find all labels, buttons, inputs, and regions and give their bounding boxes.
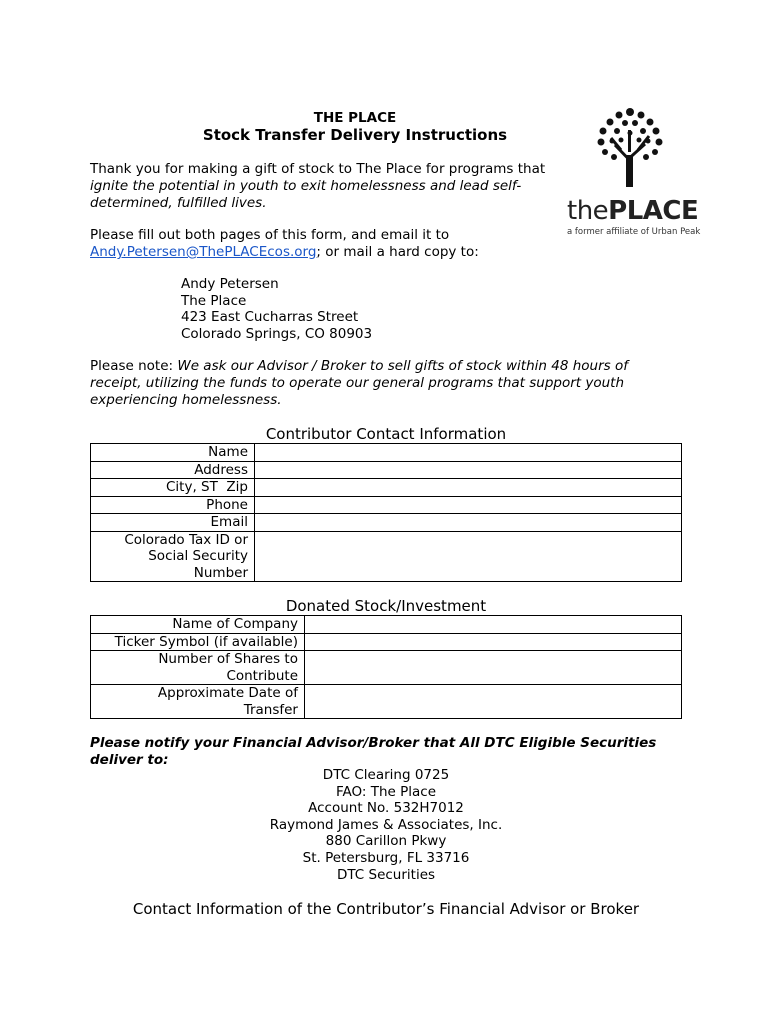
address-label: Address <box>91 461 255 479</box>
table-row <box>91 633 682 651</box>
dtc-city: St. Petersburg, FL 33716 <box>302 849 470 866</box>
tax-id-label: Colorado Tax ID or Social Security Number <box>91 531 255 582</box>
name-field[interactable] <box>255 444 682 462</box>
dtc-fao: FAO: The Place <box>335 783 437 800</box>
org-name: THE PLACE <box>313 110 397 126</box>
page-title: Stock Transfer Delivery Instructions <box>202 126 508 144</box>
mailing-address <box>181 276 372 342</box>
tree-icon <box>555 100 705 195</box>
email-label: Email <box>91 514 255 532</box>
table-row <box>91 461 682 479</box>
transfer-date-label: Approximate Date of Transfer <box>91 685 305 719</box>
ticker-symbol-label: Ticker Symbol (if available) <box>91 633 305 651</box>
phone-field[interactable] <box>255 496 682 514</box>
phone-label: Phone <box>91 496 255 514</box>
dtc-account: Account No. 532H7012 <box>308 800 464 817</box>
city-st-zip-label: City, ST Zip <box>91 479 255 497</box>
note-paragraph: Please note: We ask our Advisor / Broker to sell gifts of stock within 48 hours of receipt, utilizing the funds to operate our general programs that support youth experiencing homelessness. <box>90 358 628 408</box>
table-row <box>91 479 682 497</box>
dtc-broker: Raymond James & Associates, Inc. <box>269 816 503 833</box>
table-row <box>91 685 682 719</box>
contributor-section-title: Contributor Contact Information <box>265 425 507 443</box>
logo-wordmark: thePLACE <box>567 196 699 226</box>
email-field[interactable] <box>255 514 682 532</box>
table-row <box>91 531 682 582</box>
table-row <box>91 444 682 462</box>
address-name: Andy Petersen <box>181 276 279 292</box>
shares-field[interactable] <box>305 651 682 685</box>
address-org: The Place <box>181 292 247 309</box>
company-name-field[interactable] <box>305 616 682 634</box>
address-city: Colorado Springs, CO 80903 <box>181 325 373 342</box>
dtc-street: 880 Carillon Pkwy <box>325 833 447 850</box>
stock-section-title: Donated Stock/Investment <box>285 597 487 615</box>
address-field[interactable] <box>255 461 682 479</box>
intro-paragraph: Thank you for making a gift of stock to The Place for programs that ignite the potential in youth to exit homelessness and lead self-determined, fulfilled lives. <box>90 161 546 211</box>
email-link[interactable]: Andy.Petersen@ThePLACEcos.org <box>90 244 317 260</box>
notify-instructions: Please notify your Financial Advisor/Broker that All DTC Eligible Securities deliver to: <box>90 735 657 768</box>
transfer-date-field[interactable] <box>305 685 682 719</box>
the-place-logo <box>555 100 705 245</box>
tax-id-field[interactable] <box>255 531 682 582</box>
name-label: Name <box>91 444 255 462</box>
instructions-paragraph: Please fill out both pages of this form, and email it to Andy.Petersen@ThePLACEcos.org; or mail a hard copy to: <box>90 227 479 260</box>
dtc-securities: DTC Securities <box>336 866 436 883</box>
shares-label: Number of Shares to Contribute <box>91 651 305 685</box>
table-row <box>91 651 682 685</box>
dtc-delivery-info <box>90 767 682 883</box>
contributor-table <box>90 443 682 582</box>
advisor-section-title: Contact Information of the Contributor’s Financial Advisor or Broker <box>132 900 640 918</box>
city-st-zip-field[interactable] <box>255 479 682 497</box>
ticker-symbol-field[interactable] <box>305 633 682 651</box>
table-row <box>91 514 682 532</box>
dtc-clearing: DTC Clearing 0725 <box>322 767 450 783</box>
address-street: 423 East Cucharras Street <box>181 309 359 325</box>
stock-table <box>90 615 682 719</box>
logo-tagline: a former affiliate of Urban Peak <box>567 227 701 237</box>
table-row <box>91 496 682 514</box>
company-name-label: Name of Company <box>91 616 305 634</box>
table-row <box>91 616 682 634</box>
